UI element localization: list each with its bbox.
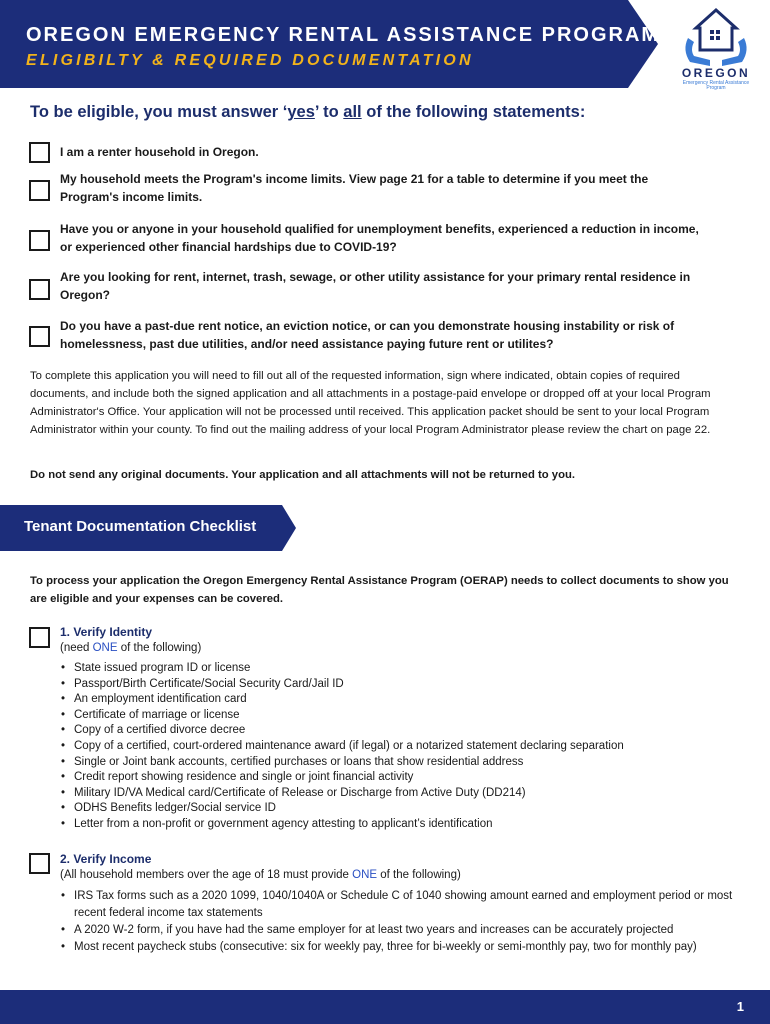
logo-tagline: Emergency Rental Assistance Program xyxy=(682,80,750,91)
list-item: • ODHS Benefits ledger/Social service ID xyxy=(74,801,754,817)
checklist-section-banner xyxy=(0,505,300,551)
list-item: • Copy of a certified divorce decree xyxy=(74,723,754,739)
logo-wordmark: OREGON xyxy=(681,66,751,80)
statement-checkbox-3[interactable] xyxy=(29,230,50,251)
list-item: • State issued program ID or license xyxy=(74,661,754,677)
statement-2: My household meets the Program's income limits. View page 21 for a table to determine if you meet the Program's income limits. xyxy=(60,172,649,204)
verify-income-checkbox[interactable] xyxy=(29,853,50,874)
list-item: • Single or Joint bank accounts, certified purchases or loans that show residential address xyxy=(74,755,754,771)
list-item: • Letter from a non-profit or government agency attesting to applicant’s identification xyxy=(74,817,754,833)
statement-checkbox-1[interactable] xyxy=(29,142,50,163)
verify-identity-note: (need ONE of the following) xyxy=(60,642,202,654)
checklist-section-title: Tenant Documentation Checklist xyxy=(24,518,257,535)
identity-document-list xyxy=(60,661,754,833)
statement-5: Do you have a past-due rent notice, an eviction notice, or can you demonstrate housing instability or risk of homelessness, past due utilities, and/or need assistance paying future rent or utilites? xyxy=(60,319,675,351)
list-item: • Credit report showing residence and single or joint financial activity xyxy=(74,770,754,786)
eligibility-heading: To be eligible, you must answer ‘yes’ to all of the following statements: xyxy=(30,103,586,121)
statement-checkbox-5[interactable] xyxy=(29,326,50,347)
statement-3: Have you or anyone in your household qualified for unemployment benefits, experienced a reduction in income, or experienced other financial hardships due to COVID-19? xyxy=(60,222,699,254)
list-item: • IRS Tax forms such as a 2020 1099, 1040/1040A or Schedule C of 1040 showing amount earned and employment period or most recent federal income tax statements xyxy=(74,888,754,922)
statement-checkbox-2[interactable] xyxy=(29,180,50,201)
verify-income-note: (All household members over the age of 18 must provide ONE of the following) xyxy=(60,869,461,881)
page-number: 1 xyxy=(736,999,744,1014)
program-title: OREGON EMERGENCY RENTAL ASSISTANCE PROGRAM xyxy=(26,24,661,46)
statement-checkbox-4[interactable] xyxy=(29,279,50,300)
checklist-intro: To process your application the Oregon Emergency Rental Assistance Program (OERAP) needs to collect documents to show you are eligible and your expenses can be covered. xyxy=(30,575,729,605)
verify-income-title: 2. Verify Income xyxy=(60,852,152,866)
list-item: • Most recent paycheck stubs (consecutive: six for weekly pay, three for bi-weekly or semi-monthly pay, two for monthly pay) xyxy=(74,939,754,956)
list-item: • Military ID/VA Medical card/Certificate of Release or Discharge from Active Duty (DD214) xyxy=(74,786,754,802)
verify-identity-checkbox[interactable] xyxy=(29,627,50,648)
original-documents-warning: Do not send any original documents. Your application and all attachments will not be returned to you. xyxy=(30,469,576,481)
verify-identity-title: 1. Verify Identity xyxy=(60,625,153,639)
income-document-list xyxy=(60,888,754,956)
program-subtitle: ELIGIBILTY & REQUIRED DOCUMENTATION xyxy=(26,52,474,69)
header-banner xyxy=(0,0,660,88)
list-item: • An employment identification card xyxy=(74,692,754,708)
list-item: • Passport/Birth Certificate/Social Security Card/Jail ID xyxy=(74,677,754,693)
list-item: • A 2020 W-2 form, if you have had the same employer for at least two years and increases can be accurately projected xyxy=(74,922,754,939)
statement-4: Are you looking for rent, internet, trash, sewage, or other utility assistance for your primary rental residence in Oregon? xyxy=(60,270,691,302)
statement-1: I am a renter household in Oregon. xyxy=(60,145,259,159)
list-item: • Certificate of marriage or license xyxy=(74,708,754,724)
application-instructions: To complete this application you will need to fill out all of the requested information, sign where indicated, obtain copies of required documents, and include both the signed application and all attachments in a postage-paid envelope or dropped off at your local Program Administrator's Office. Your application will not be processed until received. This application packet should be sent to your local Program Administrator within your county. To find out the mailing address of your local Program Administrator please review the chart on page 22. xyxy=(30,370,711,436)
list-item: • Copy of a certified, court-ordered maintenance award (if legal) or a notarized statement declaring separation xyxy=(74,739,754,755)
page-footer xyxy=(0,990,770,1024)
